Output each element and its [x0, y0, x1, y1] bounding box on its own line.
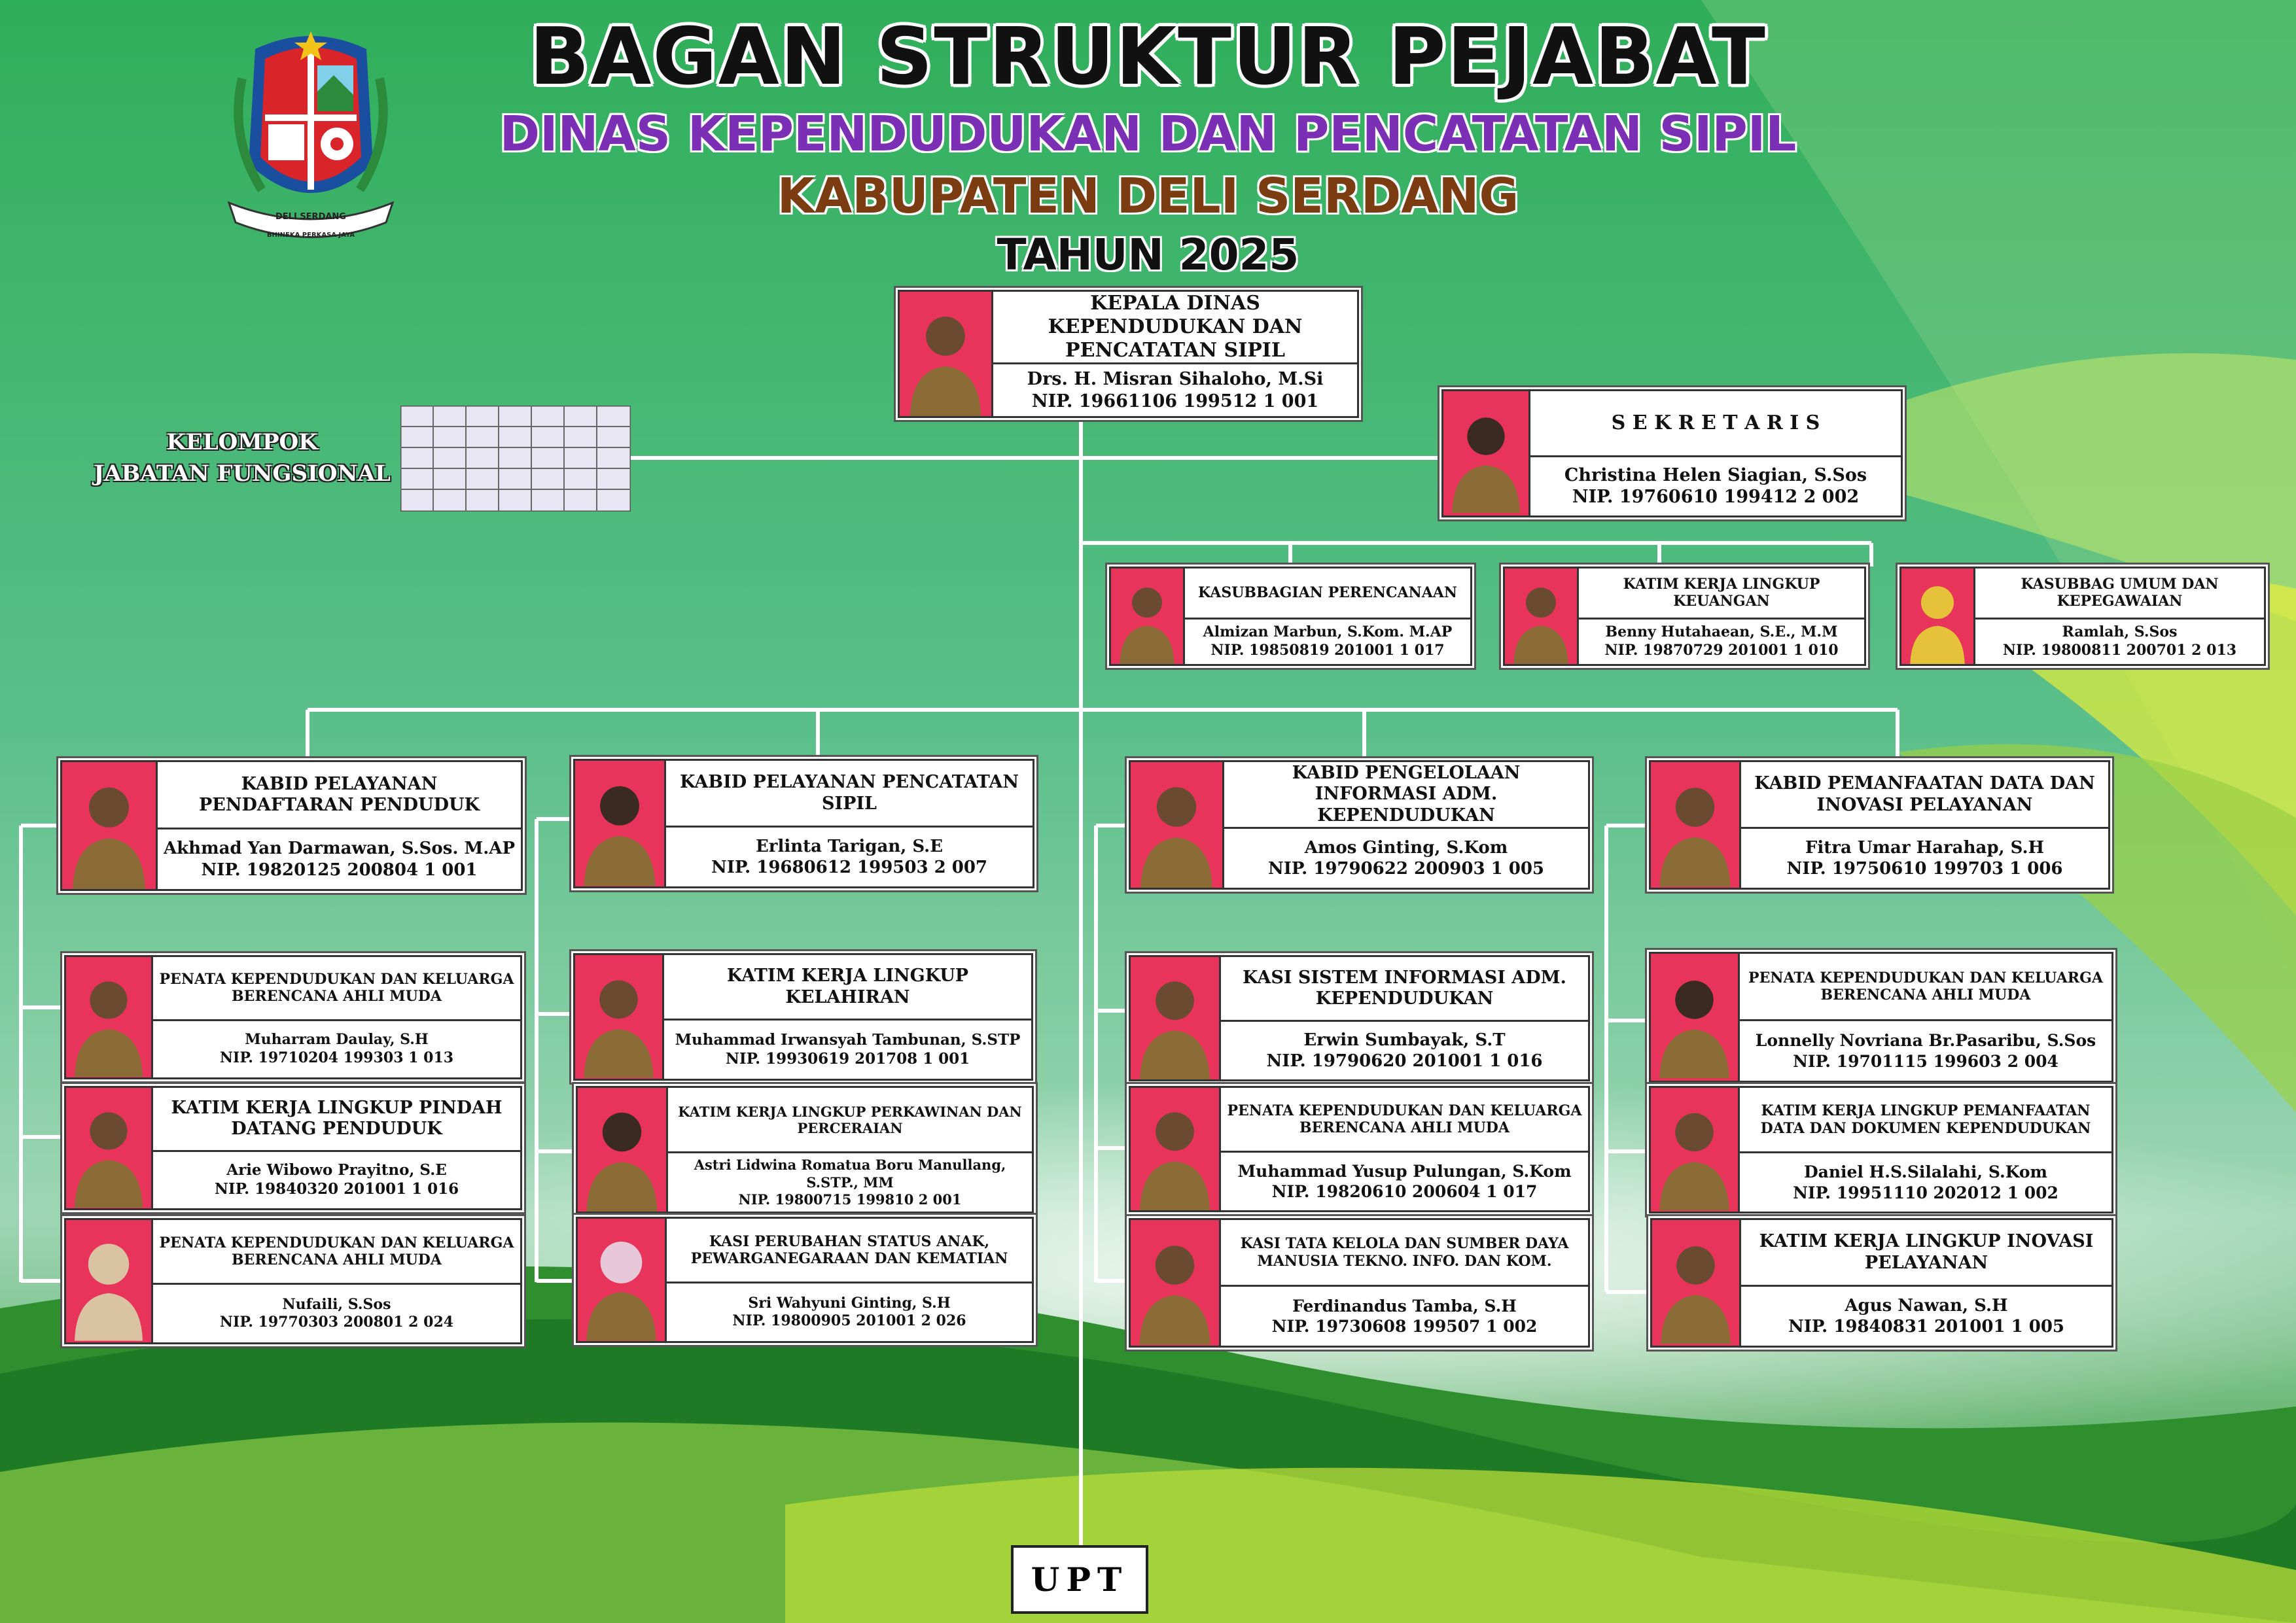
person-photo-icon — [1131, 1088, 1219, 1210]
person-nip: NIP. 19850819 201001 1 017 — [1210, 641, 1445, 659]
person-nip: NIP. 19680612 199503 2 007 — [711, 858, 988, 877]
staff-card — [573, 953, 1033, 1081]
position-title: KASUBBAGIAN PERENCANAAN — [1185, 568, 1470, 620]
sekretaris-card — [1441, 389, 1903, 517]
position-title: S E K R E T A R I S — [1530, 391, 1901, 457]
person-name: Amos Ginting, S.Kom — [1304, 837, 1508, 858]
person-nip: NIP. 19730608 199507 1 002 — [1271, 1317, 1538, 1336]
svg-text:BHINEKA PERKASA JAYA: BHINEKA PERKASA JAYA — [266, 232, 355, 239]
person-name: Muharram Daulay, S.H — [245, 1031, 429, 1049]
person-nip: NIP. 19760610 199412 2 002 — [1572, 487, 1860, 508]
person-photo-icon — [1651, 1088, 1738, 1212]
position-title: KATIM KERJA LINGKUP KEUANGAN — [1579, 568, 1864, 620]
year-title: TAHUN 2025 — [997, 230, 1299, 280]
page-title: BAGAN STRUKTUR PEJABAT — [529, 12, 1767, 103]
position-title: KATIM KERJA LINGKUP PEMANFAATAN DATA DAN DOKUMEN KEPENDUDUKAN — [1740, 1088, 2111, 1153]
person-nip: NIP. 19800905 201001 2 026 — [732, 1312, 966, 1330]
person-nip: NIP. 19820610 200604 1 017 — [1271, 1182, 1538, 1202]
position-title: PENATA KEPENDUDUKAN DAN KELUARGA BERENCANA AHLI MUDA — [1740, 954, 2111, 1021]
person-nip: NIP. 19661106 199512 1 001 — [1031, 391, 1319, 411]
kabid-card-pencatatan-sipil — [573, 759, 1034, 888]
position-title: PENATA KEPENDUDUKAN DAN KELUARGA BERENCANA AHLI MUDA — [1221, 1088, 1588, 1153]
person-name: Nufaili, S.Sos — [282, 1295, 391, 1313]
person-photo-icon — [1131, 1220, 1219, 1346]
person-nip: NIP. 19930619 201708 1 001 — [725, 1049, 970, 1068]
kepala-dinas-card — [898, 290, 1359, 418]
person-name: Christina Helen Siagian, S.Sos — [1564, 464, 1867, 485]
position-title: KATIM KERJA LINGKUP PERKAWINAN DAN PERCERAIAN — [668, 1088, 1032, 1153]
person-photo-icon — [1443, 391, 1528, 515]
person-photo-icon — [1651, 954, 1738, 1081]
person-photo-icon — [1652, 1220, 1739, 1346]
staff-card — [576, 1217, 1034, 1343]
staff-card — [64, 1218, 522, 1344]
person-nip: NIP. 19800715 199810 2 001 — [738, 1191, 962, 1208]
kabid-card-pengelolaan-informasi — [1129, 760, 1590, 890]
person-name: Sri Wahyuni Ginting, S.H — [748, 1294, 951, 1312]
person-photo-icon — [1131, 957, 1219, 1079]
person-name: Agus Nawan, S.H — [1845, 1295, 2008, 1316]
person-name: Benny Hutahaean, S.E., M.M — [1605, 623, 1838, 641]
person-photo-icon — [575, 955, 662, 1079]
person-nip: NIP. 19750610 199703 1 006 — [1786, 859, 2063, 879]
person-name: Erlinta Tarigan, S.E — [755, 836, 944, 856]
person-nip: NIP. 19710204 199303 1 013 — [219, 1049, 454, 1066]
subbag-card-keuangan — [1503, 567, 1866, 666]
person-name: Ramlah, S.Sos — [2062, 623, 2178, 641]
person-nip: NIP. 19790622 200903 1 005 — [1267, 859, 1545, 879]
position-title: KASI PERUBAHAN STATUS ANAK, PEWARGANEGARAAN DAN KEMATIAN — [667, 1219, 1032, 1283]
person-photo-icon — [66, 1220, 151, 1342]
staff-card — [1129, 1218, 1590, 1348]
position-title: KABID PELAYANAN PENDAFTARAN PENDUDUK — [158, 762, 521, 829]
person-name: Akhmad Yan Darmawan, S.Sos. M.AP — [163, 839, 516, 859]
staff-card — [1649, 952, 2113, 1083]
page-subtitle: DINAS KEPENDUDUKAN DAN PENCATATAN SIPIL — [499, 106, 1797, 162]
person-name: Muhammad Yusup Pulungan, S.Kom — [1237, 1161, 1572, 1181]
staff-card — [64, 955, 522, 1079]
person-name: Astri Lidwina Romatua Boru Manullang, S.STP., MM — [694, 1157, 1006, 1191]
kelompok-fungsional-label: KELOMPOK JABATAN FUNGSIONAL — [94, 429, 391, 487]
kabid-card-pemanfaatan-data — [1649, 760, 2110, 890]
person-nip: NIP. 19840320 201001 1 016 — [214, 1179, 459, 1198]
subbag-card-perencanaan — [1109, 567, 1472, 666]
staff-card — [1129, 1086, 1590, 1212]
person-nip: NIP. 19770303 200801 2 024 — [219, 1314, 454, 1331]
person-name: Drs. H. Misran Sihaloho, M.Si — [1027, 368, 1324, 389]
position-title: KABID PELAYANAN PENCATATAN SIPIL — [666, 761, 1033, 828]
person-photo-icon — [578, 1088, 666, 1212]
person-nip: NIP. 19951110 202012 1 002 — [1793, 1183, 2058, 1202]
person-nip: NIP. 19820125 200804 1 001 — [201, 860, 478, 880]
person-nip: NIP. 19701115 199603 2 004 — [1793, 1051, 2058, 1071]
subbag-card-umum — [1899, 567, 2266, 666]
position-title: KASUBBAG UMUM DAN KEPEGAWAIAN — [1975, 568, 2264, 620]
person-photo-icon — [66, 957, 151, 1077]
staff-card — [1650, 1218, 2113, 1348]
person-name: Muhammad Irwansyah Tambunan, S.STP — [675, 1030, 1021, 1049]
person-name: Lonnelly Novriana Br.Pasaribu, S.Sos — [1755, 1031, 2096, 1051]
person-name: Ferdinandus Tamba, S.H — [1292, 1296, 1517, 1316]
person-photo-icon — [1111, 568, 1183, 664]
person-photo-icon — [1901, 568, 1973, 664]
position-title: KATIM KERJA LINGKUP PINDAH DATANG PENDUDUK — [153, 1088, 520, 1152]
person-name: Erwin Sumbayak, S.T — [1303, 1030, 1506, 1050]
person-photo-icon — [900, 292, 991, 416]
position-title: KABID PEMANFAATAN DATA DAN INOVASI PELAYANAN — [1741, 762, 2108, 829]
person-nip: NIP. 19840831 201001 1 005 — [1788, 1317, 2065, 1336]
person-photo-icon — [1131, 762, 1222, 888]
upt-box: UPT — [1011, 1545, 1148, 1614]
staff-card — [576, 1086, 1034, 1213]
position-title: KEPALA DINAS KEPENDUDUKAN DAN PENCATATAN SIPIL — [993, 292, 1357, 364]
svg-text:DELI SERDANG: DELI SERDANG — [275, 212, 346, 222]
person-name: Almizan Marbun, S.Kom. M.AP — [1203, 623, 1453, 641]
person-photo-icon — [1651, 762, 1739, 888]
fungsional-grid — [400, 406, 631, 512]
person-photo-icon — [578, 1219, 665, 1341]
person-nip: NIP. 19790620 201001 1 016 — [1266, 1051, 1543, 1072]
person-name: Daniel H.S.Silalahi, S.Kom — [1803, 1162, 2048, 1182]
position-title: KABID PENGELOLAAN INFORMASI ADM. KEPENDUDUKAN — [1224, 762, 1588, 829]
person-photo-icon — [66, 1088, 151, 1208]
position-title: KATIM KERJA LINGKUP INOVASI PELAYANAN — [1741, 1220, 2111, 1287]
person-nip: NIP. 19800811 200701 2 013 — [2002, 641, 2237, 659]
region-title: KABUPATEN DELI SERDANG — [777, 168, 1519, 224]
person-photo-icon — [575, 761, 664, 886]
person-name: Arie Wibowo Prayitno, S.E — [226, 1161, 447, 1179]
position-title: PENATA KEPENDUDUKAN DAN KELUARGA BERENCANA AHLI MUDA — [153, 1220, 520, 1285]
staff-card — [1649, 1086, 2113, 1213]
position-title: PENATA KEPENDUDUKAN DAN KELUARGA BERENCANA AHLI MUDA — [153, 957, 520, 1021]
position-title: KASI SISTEM INFORMASI ADM. KEPENDUDUKAN — [1221, 957, 1588, 1022]
person-name: Fitra Umar Harahap, S.H — [1805, 837, 2045, 858]
staff-card — [1129, 955, 1590, 1081]
person-photo-icon — [1505, 568, 1577, 664]
position-title: KATIM KERJA LINGKUP KELAHIRAN — [664, 955, 1031, 1021]
person-photo-icon — [62, 762, 156, 889]
kabid-card-pendaftaran — [60, 760, 523, 891]
position-title: KASI TATA KELOLA DAN SUMBER DAYA MANUSIA TEKNO. INFO. DAN KOM. — [1221, 1220, 1588, 1287]
staff-card — [64, 1086, 522, 1210]
person-nip: NIP. 19870729 201001 1 010 — [1604, 641, 1839, 659]
